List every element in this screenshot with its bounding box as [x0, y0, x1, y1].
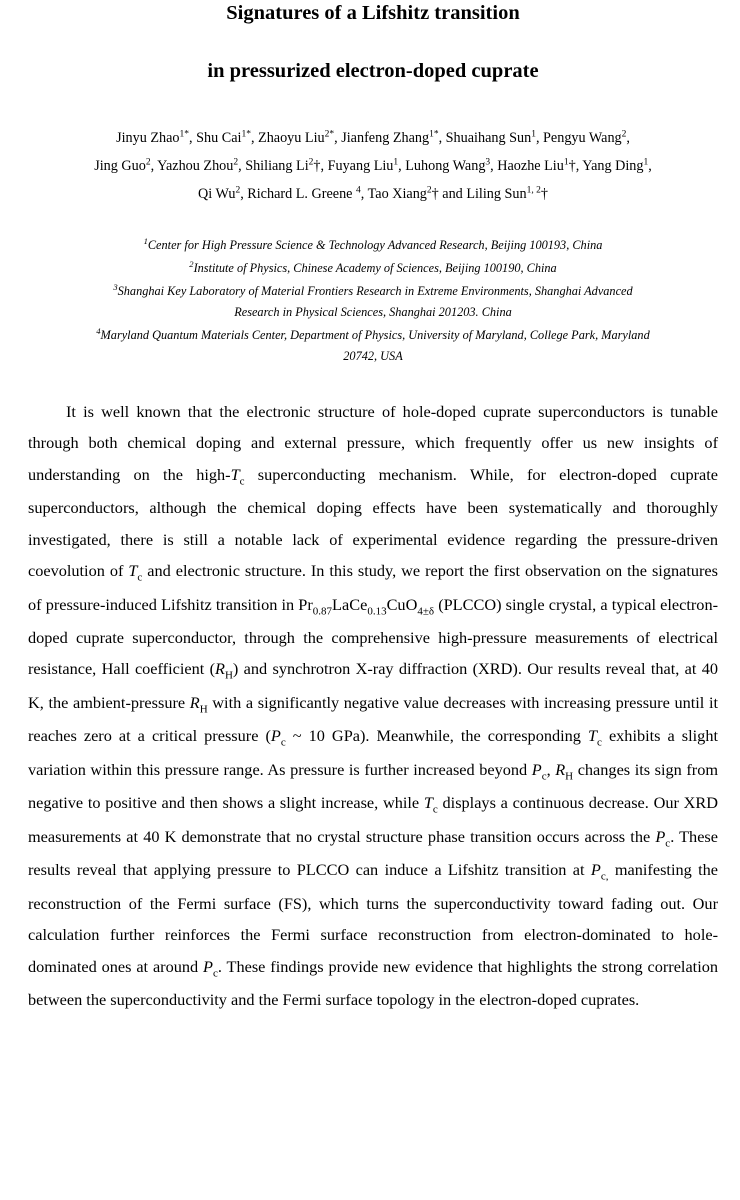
- author-list: [28, 125, 718, 208]
- author-line-3: Qi Wu$^2$, Richard L. Greene $^4$, Tao Xiang$^2$† and Liling Sun$^{1, 2}$†: [198, 184, 548, 202]
- affiliation-4: $^4$Maryland Quantum Materials Center, Department of Physics, University of Maryland, College Park, Maryland: [96, 325, 650, 342]
- paper-title: [28, 0, 718, 85]
- affiliation-list: [28, 234, 718, 367]
- affiliation-3: $^3$Shanghai Key Laboratory of Material Frontiers Research in Extreme Environments, Shanghai Advanced: [113, 281, 633, 298]
- affiliation-2: $^2$Institute of Physics, Chinese Academy of Sciences, Beijing 100190, China: [189, 259, 557, 276]
- affiliation-3-cont: Research in Physical Sciences, Shanghai 201203. China: [234, 305, 512, 320]
- title-line-1: Signatures of a Lifshitz transition: [226, 2, 520, 24]
- affiliation-4-cont: 20742, USA: [343, 349, 403, 364]
- title-line-2: in pressurized electron-doped cuprate: [207, 59, 539, 82]
- author-line-1: Jinyu Zhao$^{1*}$, Shu Cai$^{1*}$, Zhaoyu Liu$^{2*}$, Jianfeng Zhang$^{1*}$, Shuaihang Sun$^1$, Pengyu Wang$^2$,: [116, 129, 630, 147]
- affiliation-1: $^1$Center for High Pressure Science & Technology Advanced Research, Beijing 100193, China: [143, 236, 603, 253]
- abstract-text: It is well known that the electronic structure of hole-doped cuprate superconductors is tunable through both chemical doping and external pressure, which frequently offer us new insights of understanding on the high-$T_c$ superconducting mechanism. While, for electron-doped cuprate superconductors, although the chemical doping effects have been systematically and thoroughly investigated, there is still a notable lack of experimental evidence regarding the pressure-driven coevolution of $T_c$ and electronic structure. In this study, we report the first observation on the signatures of pressure-induced Lifshitz transition in $Pr_{0.87}LaCe_{0.13}CuO_{4\pm\delta}$ (PLCCO) single crystal, a typical electron-doped cuprate superconductor, through the comprehensive high-pressure measurements of electrical resistance, Hall coefficient $(R_H)$ and synchrotron X-ray diffraction (XRD). Our results reveal that, at 40 K, the ambient-pressure $R_H$ with a significantly negative value decreases with increasing pressure until it reaches zero at a critical pressure ($P_c$ ~ 10 GPa). Meanwhile, the corresponding $T_c$ exhibits a slight variation within this pressure range. As pressure is further increased beyond $P_c$, $R_H$ changes its sign from negative to positive and then shows a slight increase, while $T_c$ displays a continuous decrease. Our XRD measurements at 40 K demonstrate that no crystal structure phase transition occurs across the $P_c$. These results reveal that applying pressure to PLCCO can induce a Lifshitz transition at $P_{c,}$ manifesting the reconstruction of the Fermi surface (FS), which turns the superconductivity toward fading out. Our calculation further reinforces the Fermi surface reconstruction from electron-dominated to hole-dominated ones at around $P_c$. These findings provide new evidence that highlights the strong correlation between the superconductivity and the Fermi surface topology in the electron-doped cuprates.: [28, 401, 719, 1010]
- author-line-2: Jing Guo$^2$, Yazhou Zhou$^2$, Shiliang Li$^2$†, Fuyang Liu$^1$, Luhong Wang$^3$, Haozhe Liu$^1$†, Yang Ding$^1$,: [94, 157, 652, 175]
